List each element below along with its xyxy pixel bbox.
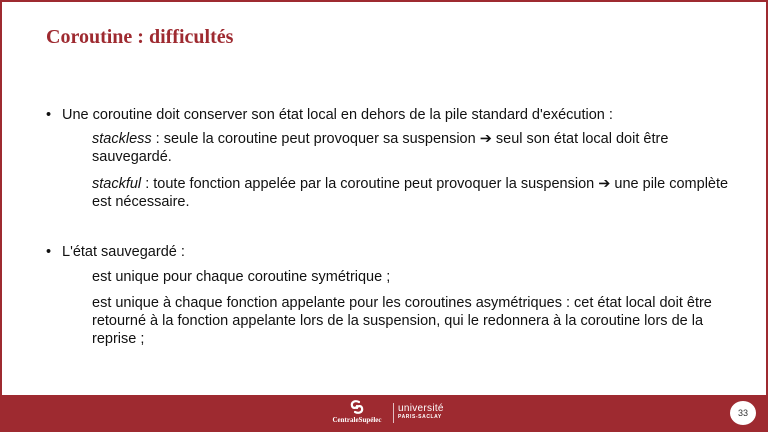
bullet-2-item-asymmetric: est unique à chaque fonction appelante pour les coroutines asymétriques : cet état local doit être retourné à la fonction appelante lors de la suspension, qui le redonnera à la coroutine lors de la reprise ; (92, 295, 712, 347)
term-stackful: stackful (92, 176, 142, 192)
bullet-1-item-stackful (92, 175, 742, 211)
stackless-text: : seule la coroutine peut provoquer sa suspension ➔ seul son état local doit être sauvegardé. (92, 131, 669, 165)
page-number: 33 (730, 401, 756, 425)
centralesupelec-emblem-icon (348, 399, 366, 415)
paris-saclay-logo (398, 403, 444, 421)
slide-title: Coroutine : difficultés (46, 26, 234, 48)
centralesupelec-logo (322, 399, 392, 424)
bullet-2 (46, 243, 185, 261)
centralesupelec-label: CentraleSupélec (332, 416, 382, 424)
bullet-dot: • (46, 244, 52, 260)
bullet-1-text: Une coroutine doit conserver son état local en dehors de la pile standard d'exécution : (62, 107, 613, 123)
stackful-text: : toute fonction appelée par la coroutine peut provoquer la suspension ➔ une pile complète est nécessaire. (92, 176, 729, 210)
term-stackless: stackless (92, 131, 152, 147)
bullet-2-item-symmetric: est unique pour chaque coroutine symétrique ; (92, 269, 391, 285)
paris-saclay-label: PARIS-SACLAY (398, 414, 442, 420)
bullet-2-text: L'état sauvegardé : (62, 244, 185, 260)
footer-bar (2, 395, 766, 430)
bullet-dot: • (46, 107, 52, 123)
bullet-1-item-stackless (92, 130, 742, 166)
logo-divider (393, 403, 394, 423)
universite-label: université (398, 403, 444, 414)
bullet-1 (46, 106, 613, 124)
